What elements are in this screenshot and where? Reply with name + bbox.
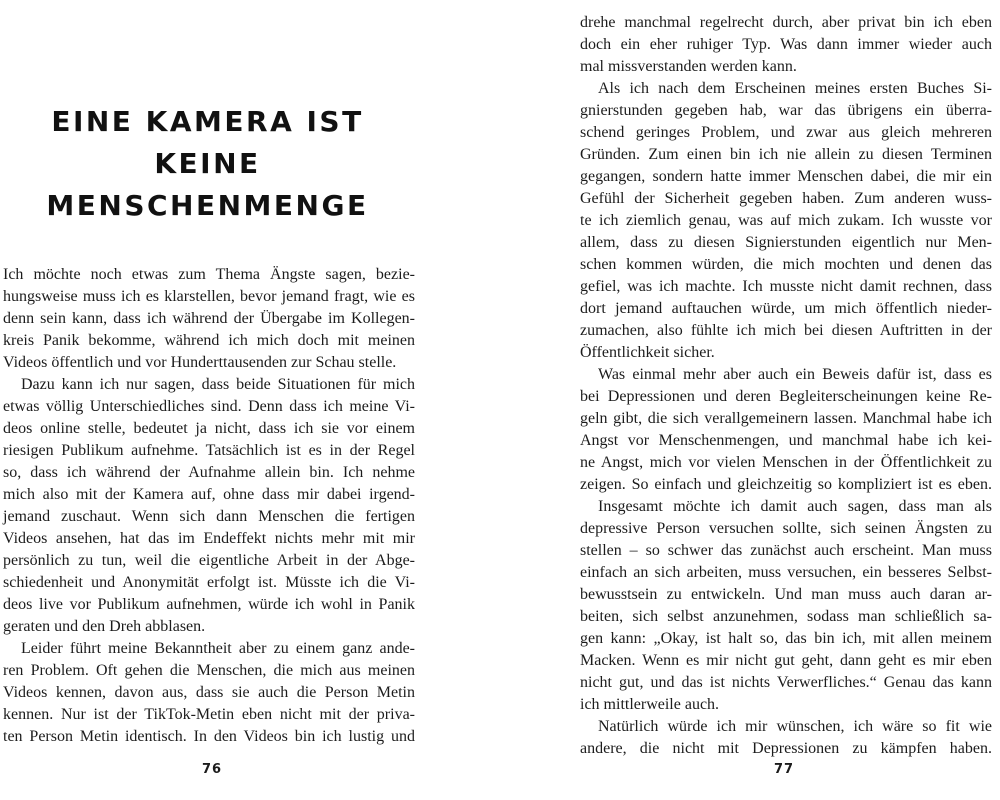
text-line: persönlich zu tun, weil die eigentliche Arbeit in der Abge- xyxy=(3,552,415,569)
chapter-title-line: EINE KAMERA IST KEINE xyxy=(51,104,364,180)
text-line: Natürlich würde ich mir wünschen, ich wäre so fit wie xyxy=(598,718,992,735)
text-line: mich also mit der Kamera auf, ohne dass mir dabei irgend- xyxy=(3,486,415,503)
text-line: schend geringes Problem, und zwar aus gleich mehreren xyxy=(580,124,992,141)
text-line: andere, die nicht mit Depressionen zu kämpfen haben. xyxy=(580,740,992,757)
text-line: schen kommen würden, die mich mochten und denen das xyxy=(580,256,992,273)
text-line: bei Depressionen und deren Begleiterscheinungen keine Re- xyxy=(580,388,992,405)
text-line: Öffentlichkeit sicher. xyxy=(580,344,715,361)
text-line: Macken. Wenn es mir nicht gut geht, dann geht es mir eben xyxy=(580,652,992,669)
text-line: zumachen, also fühlte ich mich bei diesen Auftritten in der xyxy=(580,322,992,339)
text-line: nicht gut, und das ist nichts Verwerfliches.“ Genau das kann xyxy=(580,674,992,691)
text-line: ne Angst, mich vor vielen Menschen in der Öffentlichkeit zu xyxy=(580,454,992,471)
text-line: gnierstunden gegeben hab, war das übrigens ein überra- xyxy=(580,102,992,119)
text-line: deos online stelle, bedeutet ja nicht, dass ich sie vor einem xyxy=(3,420,415,437)
text-line: kennen. Nur ist der TikTok-Metin eben nicht mit der priva- xyxy=(3,706,415,723)
text-line: gegangen, sondern hatte immer Menschen dabei, die mir ein xyxy=(580,168,992,185)
page-number-right: 77 xyxy=(774,762,795,777)
text-line: ich mittlerweile auch. xyxy=(580,696,720,713)
text-line: stellen – so schwer das zunächst auch erscheint. Man muss xyxy=(580,542,992,559)
text-line: so, dass ich während der Aufnahme allein bin. Ich nehme xyxy=(3,464,415,481)
text-line: etwas völlig Unterschiedliches sind. Denn dass ich meine Vi- xyxy=(3,398,415,415)
text-line: geraten und den Dreh abblasen. xyxy=(3,618,206,635)
text-line: gefiel, was ich machte. Ich musste nicht damit rechnen, dass xyxy=(580,278,992,295)
text-line: jemand zuschaut. Wenn sich dann Menschen die fertigen xyxy=(3,508,415,525)
text-line: schiedenheit und Anonymität erfolgt ist. Müsste ich die Vi- xyxy=(3,574,415,591)
text-line: gen kann: „Okay, ist halt so, das bin ich, mit allen meinem xyxy=(580,630,992,647)
text-line: doch ein eher ruhiger Typ. Was dann immer wieder auch xyxy=(580,36,992,53)
text-line: Videos kennen, davon aus, dass sie auch die Person Metin xyxy=(3,684,415,701)
text-line: deos live vor Publikum aufnehmen, würde ich wohl in Panik xyxy=(3,596,415,613)
text-line: Was einmal mehr aber auch ein Beweis dafür ist, dass es xyxy=(598,366,992,383)
text-line: drehe manchmal regelrecht durch, aber privat bin ich eben xyxy=(580,14,992,31)
text-line: Als ich nach dem Erscheinen meines ersten Buches Si- xyxy=(598,80,992,97)
right-page xyxy=(500,0,1000,800)
text-line: ren Problem. Oft gehen die Menschen, die mich aus meinen xyxy=(3,662,415,679)
text-line: depressive Person versuchen sollte, sich seinen Ängsten zu xyxy=(580,520,992,537)
text-line: allem, dass zu diesen Signierstunden eigentlich nur Men- xyxy=(580,234,992,251)
text-line: kreis Panik bekomme, während ich mich doch mit meinen xyxy=(3,332,415,349)
text-line: Angst vor Menschenmengen, und manchmal habe ich kei- xyxy=(580,432,992,449)
text-line: Videos öffentlich und vor Hunderttausenden zur Schau stelle. xyxy=(3,354,397,371)
left-body-text xyxy=(3,264,415,748)
text-line: hungsweise muss ich es klarstellen, bevor jemand fragt, wie es xyxy=(3,288,415,305)
text-line: zeigen. So einfach und gleichzeitig so kompliziert ist es eben. xyxy=(580,476,992,493)
text-line: Insgesamt möchte ich damit auch sagen, dass man als xyxy=(598,498,992,515)
text-line: mal missverstanden werden kann. xyxy=(580,58,797,75)
chapter-title-line: MENSCHENMENGE xyxy=(46,188,369,222)
text-line: te ich ziemlich genau, was auf mich zukam. Ich wusste vor xyxy=(580,212,992,229)
right-body-text xyxy=(580,12,992,760)
text-line: einfach an sich arbeiten, muss versuchen, ein besseres Selbst- xyxy=(580,564,992,581)
page-number-left: 76 xyxy=(202,762,223,777)
text-line: denn sein kann, dass ich während der Übergabe im Kollegen- xyxy=(3,310,415,327)
text-line: Leider führt meine Bekanntheit aber zu einem ganz ande- xyxy=(21,640,415,657)
text-line: Gründen. Zum einen bin ich nie allein zu diesen Terminen xyxy=(580,146,992,163)
text-line: bewusstsein zu entwickeln. Und man muss auch daran ar- xyxy=(580,586,992,603)
text-line: ten Person Metin identisch. In den Videos bin ich lustig und xyxy=(3,728,415,745)
text-line: Ich möchte noch etwas zum Thema Ängste sagen, bezie- xyxy=(3,266,415,283)
chapter-title xyxy=(0,101,415,227)
text-line: geln gibt, die sich verallgemeinern lassen. Manchmal habe ich xyxy=(580,410,992,427)
text-line: Dazu kann ich nur sagen, dass beide Situationen für mich xyxy=(21,376,415,393)
text-line: beiten, sich selbst anzunehmen, sodass man schließlich sa- xyxy=(580,608,992,625)
text-line: Gefühl der Sicherheit gegeben haben. Zum anderen wuss- xyxy=(580,190,992,207)
text-line: dort jemand auftauchen würde, um mich öffentlich nieder- xyxy=(580,300,992,317)
text-line: riesigen Publikum aufnehme. Tatsächlich ist es in der Regel xyxy=(3,442,415,459)
text-line: Videos ansehen, hat das im Endeffekt nichts mehr mit mir xyxy=(3,530,415,547)
